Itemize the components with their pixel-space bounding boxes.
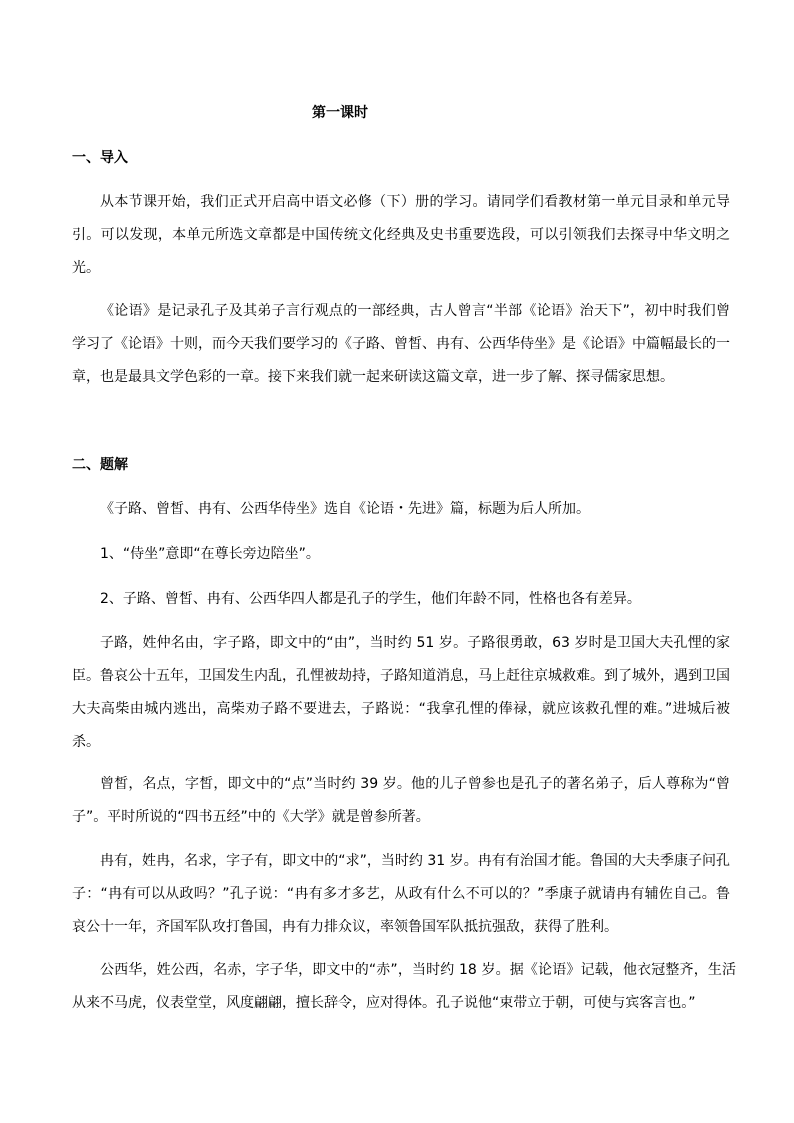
intro-paragraph-2: 《论语》是记录孔子及其弟子言行观点的一部经典，古人曾言“半部《论语》治天下”，初中时我们曾学习了《论语》十则，而今天我们要学习的《子路、曾皙、冉有、公西华侍坐》是《论语》中篇幅最长的一章，也是最具文学色彩的一章。接下来我们就一起来研读这篇文章，进一步了解、探寻儒家思想。: [72, 303, 730, 385]
lesson-title: 第一课时: [312, 105, 368, 121]
section-heading-intro: 一、导入: [72, 150, 128, 166]
student-paragraph-gongxihua: 公西华，姓公西，名赤，字子华，即文中的“赤”，当时约 18 岁。据《论语》记载，他衣冠整齐，生活从来不马虎，仪表堂堂，风度翩翩，擅长辞令，应对得体。孔子说他“束带立于朝，可使与宾客言也。”: [72, 962, 736, 1011]
student-paragraph-ranyou: 冉有，姓冉，名求，字子有，即文中的“求”，当时约 31 岁。冉有有治国才能。鲁国的大夫季康子问孔子：“冉有可以从政吗？”孔子说：“冉有多才多艺，从政有什么不可以的？”季康子就请冉有辅佐自己。鲁哀公十一年，齐国军队攻打鲁国，冉有力排众议，率领鲁国军队抵抗强敌，获得了胜利。: [72, 853, 730, 935]
explanation-paragraph-shizuo: 1、“侍坐”意即“在尊长旁边陪坐”。: [100, 546, 320, 562]
intro-paragraph-1: 从本节课开始，我们正式开启高中语文必修（下）册的学习。请同学们看教材第一单元目录和单元导引。可以发现，本单元所选文章都是中国传统文化经典及史书重要选段，可以引领我们去探寻中华文明之光。: [72, 194, 730, 276]
student-paragraph-zengxi: 曾皙，名点，字皙，即文中的“点”当时约 39 岁。他的儿子曾参也是孔子的著名弟子，后人尊称为“曾子”。平时所说的“四书五经”中的《大学》就是曾参所著。: [72, 776, 730, 825]
explanation-paragraph-source: 《子路、曾皙、冉有、公西华侍坐》选自《论语・先进》篇，标题为后人所加。: [100, 501, 590, 517]
explanation-paragraph-students: 2、子路、曾皙、冉有、公西华四人都是孔子的学生，他们年龄不同，性格也各有差异。: [100, 591, 641, 607]
student-paragraph-zilu: 子路，姓仲名由，字子路，即文中的“由”，当时约 51 岁。子路很勇敢，63 岁时是卫国大夫孔悝的家臣。鲁哀公十五年，卫国发生内乱，孔悝被劫持，子路知道消息，马上赶往京城救难。到了城外，遇到卫国大夫高柴由城内逃出，高柴劝子路不要进去，子路说：“我拿孔悝的俸禄，就应该救孔悝的难。”进城后被杀。: [72, 635, 730, 750]
section-heading-title-explanation: 二、题解: [72, 457, 128, 473]
